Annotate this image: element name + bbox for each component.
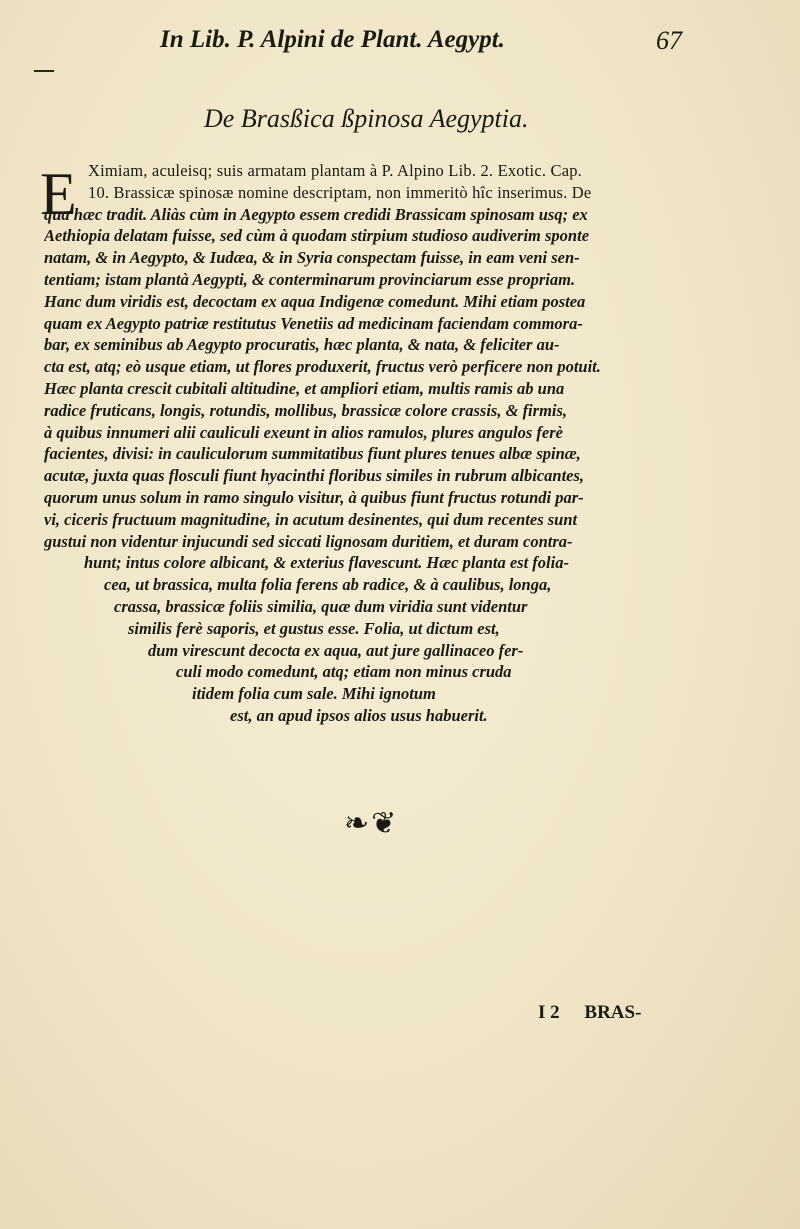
text-line: bar, ex seminibus ab Aegypto procuratis, hæc planta, & nata, & feliciter au- <box>44 335 560 355</box>
drop-cap: E <box>40 161 77 227</box>
text-line: quam ex Aegypto patriæ restitutus Venetiis ad medicinam faciendam commora- <box>44 313 583 333</box>
text-line: radice fruticans, longis, rotundis, mollibus, brassicæ colore crassis, & firmis, <box>44 400 568 420</box>
text-line: hunt; intus colore albicant, & exterius flavescunt. Hæc planta est folia- <box>84 553 569 573</box>
text-line: similis ferè saporis, et gustus esse. Folia, ut dictum est, <box>128 618 500 638</box>
text-line: Aethiopia delatam fuisse, sed cùm à quodam stirpium studioso audiverim sponte <box>44 226 590 246</box>
body-text <box>40 160 716 727</box>
page-number: 67 <box>656 26 682 55</box>
text-line: culi modo comedunt, atq; etiam non minus cruda <box>176 662 512 682</box>
text-line: crassa, brassicæ foliis similia, quæ dum viridia sunt videntur <box>114 596 528 616</box>
text-line: itidem folia cum sale. Mihi ignotum <box>192 684 436 704</box>
text-line: Hanc dum viridis est, decoctam ex aqua Indigenæ comedunt. Mihi etiam postea <box>44 291 586 311</box>
signature-mark: I 2 <box>538 1002 560 1023</box>
text-line: Hæc planta crescit cubitali altitudine, et ampliori etiam, multis ramis ab una <box>44 378 565 398</box>
text-line: cea, ut brassica, multa folia ferens ab radice, & à caulibus, longa, <box>104 575 552 595</box>
section-title: De Brasßica ßpinosa Aegyptia. <box>204 104 529 133</box>
text-line: tentiam; istam plantà Aegypti, & conterminarum provinciarum esse propriam. <box>44 269 576 289</box>
text-line: Ximiam, aculeisq; suis armatam plantam à P. Alpino Lib. 2. Exotic. Cap. <box>88 161 582 180</box>
text-line: quorum unus solum in ramo singulo visitur, à quibus fiunt fructus rotundi par- <box>44 487 584 507</box>
text-line: facientes, divisi: in cauliculorum summitatibus fiunt plures tenues albæ spinæ, <box>44 444 581 464</box>
text-line: 10. Brassicæ spinosæ nomine descriptam, non immeritò hîc inserimus. De <box>88 182 592 202</box>
text-line: à quibus innumeri alii cauliculi exeunt in alios ramulos, plures angulos ferè <box>44 422 563 442</box>
text-line: cta est, atq; eò usque etiam, ut flores produxerit, fructus verò perficere non potuit. <box>44 357 601 377</box>
running-title: In Lib. P. Alpini de Plant. Aegypt. <box>160 26 505 53</box>
text-line: dum virescunt decocta ex aqua, aut jure gallinaceo fer- <box>148 640 524 660</box>
text-line: acutæ, juxta quas flosculi fiunt hyacinthi floribus similes in rubrum albicantes, <box>44 466 585 486</box>
text-line: qua hæc tradit. Aliàs cùm in Aegypto essem credidi Brassicam spinosam usq; ex <box>44 204 588 224</box>
text-line: vi, ciceris fructuum magnitudine, in acutum desinentes, qui dum recentes sunt <box>44 509 578 529</box>
printer-ornament: ❧❦ <box>344 807 399 840</box>
text-lines <box>44 160 716 727</box>
margin-dash <box>34 70 54 72</box>
page-footer <box>538 1002 661 1024</box>
catchword: BRAS- <box>584 1002 642 1023</box>
text-line: gustui non videntur injucundi sed siccati lignosam duritiem, et duram contra- <box>44 531 573 551</box>
text-line: natam, & in Aegypto, & Iudæa, & in Syria conspectam fuisse, in eam veni sen- <box>44 248 580 268</box>
text-line: est, an apud ipsos alios usus habuerit. <box>230 705 488 725</box>
